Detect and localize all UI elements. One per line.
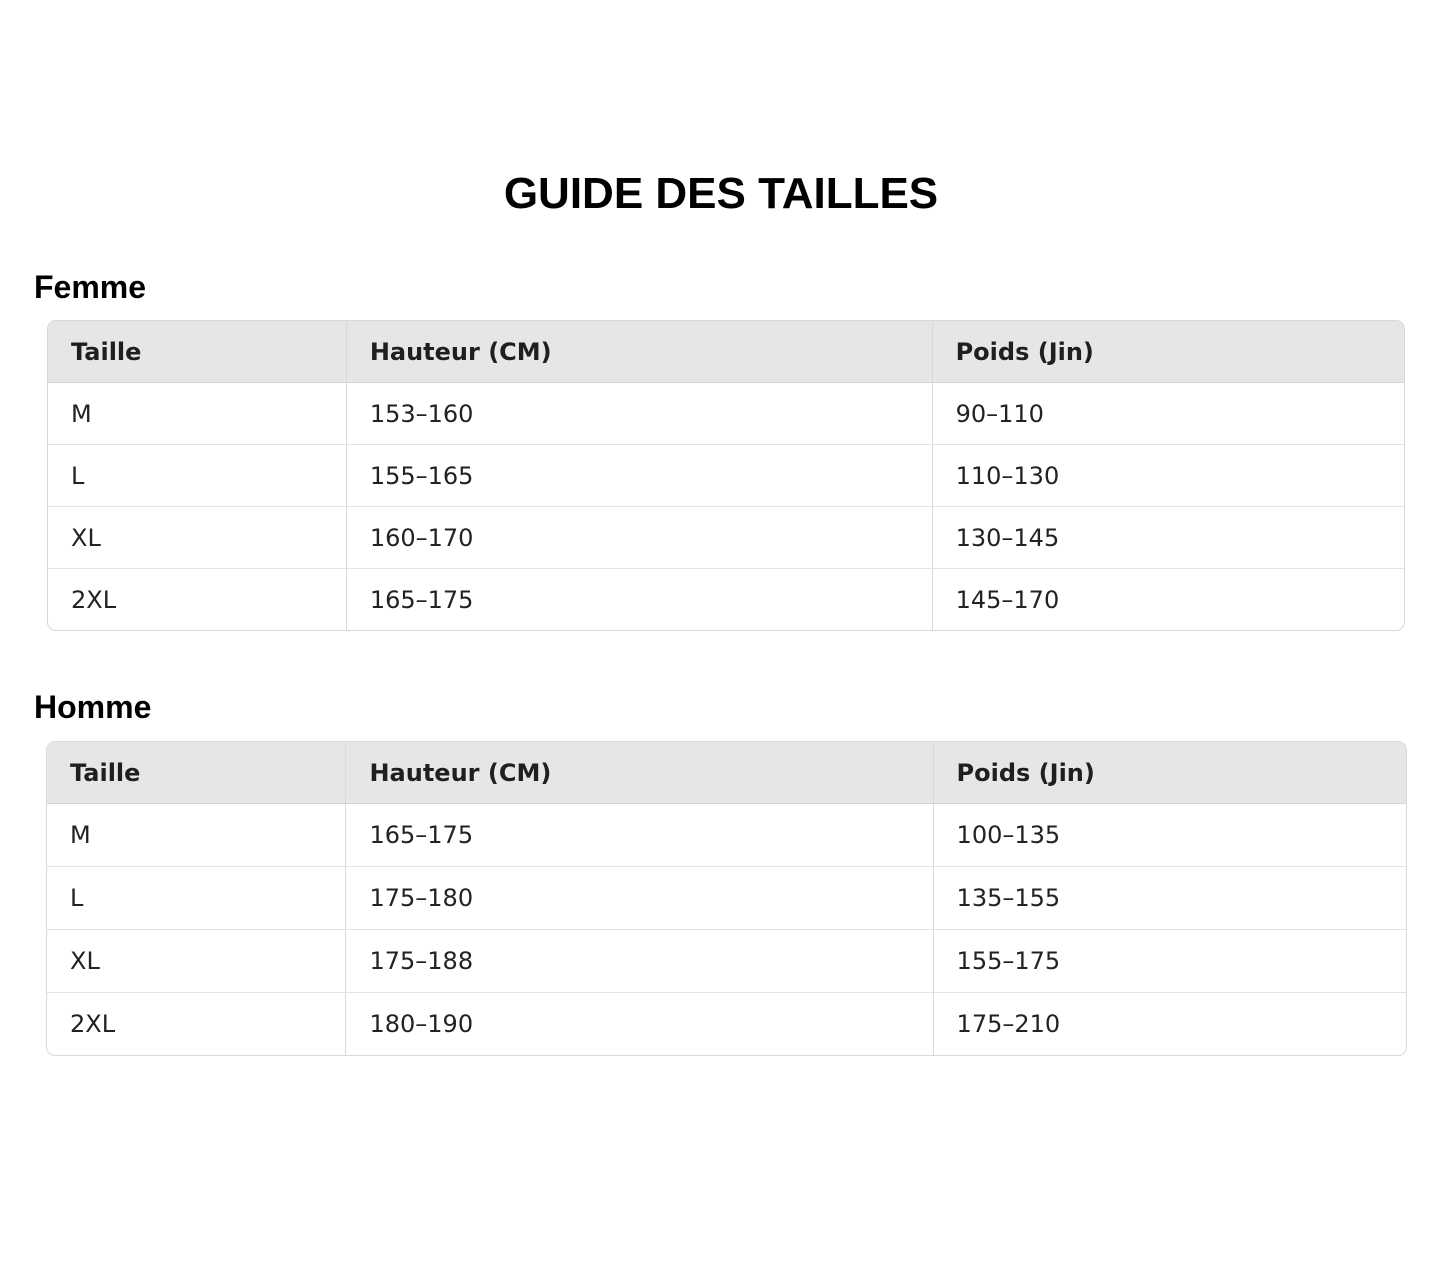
cell-hauteur: 155–165 [346, 445, 932, 507]
table-header-row [48, 321, 1404, 383]
column-header-taille: Taille [48, 321, 346, 383]
table-row [48, 507, 1404, 569]
cell-taille: M [48, 383, 346, 445]
cell-taille: XL [48, 507, 346, 569]
cell-hauteur: 165–175 [346, 569, 932, 631]
cell-taille: XL [47, 930, 346, 993]
column-header-taille: Taille [47, 742, 346, 804]
page-title: GUIDE DES TAILLES [503, 169, 939, 218]
table-header-row [47, 742, 1406, 804]
cell-poids: 155–175 [933, 930, 1406, 993]
cell-poids: 130–145 [932, 507, 1404, 569]
cell-hauteur: 175–188 [346, 930, 933, 993]
table-row [48, 383, 1404, 445]
cell-taille: 2XL [71, 585, 117, 614]
table-row [47, 993, 1406, 1056]
cell-hauteur: 175–180 [346, 867, 933, 930]
size-table-homme [46, 741, 1407, 1056]
table-row [47, 930, 1406, 993]
table-row [48, 569, 1404, 631]
column-header-hauteur: Hauteur (CM) [346, 742, 933, 804]
column-header-poids: Poids (Jin) [932, 321, 1404, 383]
column-header-hauteur: Hauteur (CM) [346, 321, 932, 383]
cell-hauteur: 160–170 [346, 507, 932, 569]
cell-poids: 135–155 [933, 867, 1406, 930]
cell-taille: L [48, 445, 346, 507]
cell-poids: 175–210 [933, 993, 1406, 1056]
table-row [47, 804, 1406, 867]
column-header-poids: Poids (Jin) [933, 742, 1406, 804]
cell-poids: 110–130 [932, 445, 1404, 507]
cell-taille: M [47, 804, 346, 867]
table-row [47, 867, 1406, 930]
table-row [48, 445, 1404, 507]
size-table-femme [47, 320, 1405, 631]
cell-hauteur: 153–160 [346, 383, 932, 445]
section-title-femme: Femme [34, 269, 147, 305]
cell-hauteur: 165–175 [346, 804, 933, 867]
cell-poids: 100–135 [933, 804, 1406, 867]
section-title-homme: Homme [34, 689, 152, 725]
cell-taille: L [47, 867, 346, 930]
cell-taille: 2XL [70, 1010, 116, 1038]
cell-hauteur: 180–190 [346, 993, 933, 1056]
cell-poids: 145–170 [932, 569, 1404, 631]
cell-poids: 90–110 [932, 383, 1404, 445]
